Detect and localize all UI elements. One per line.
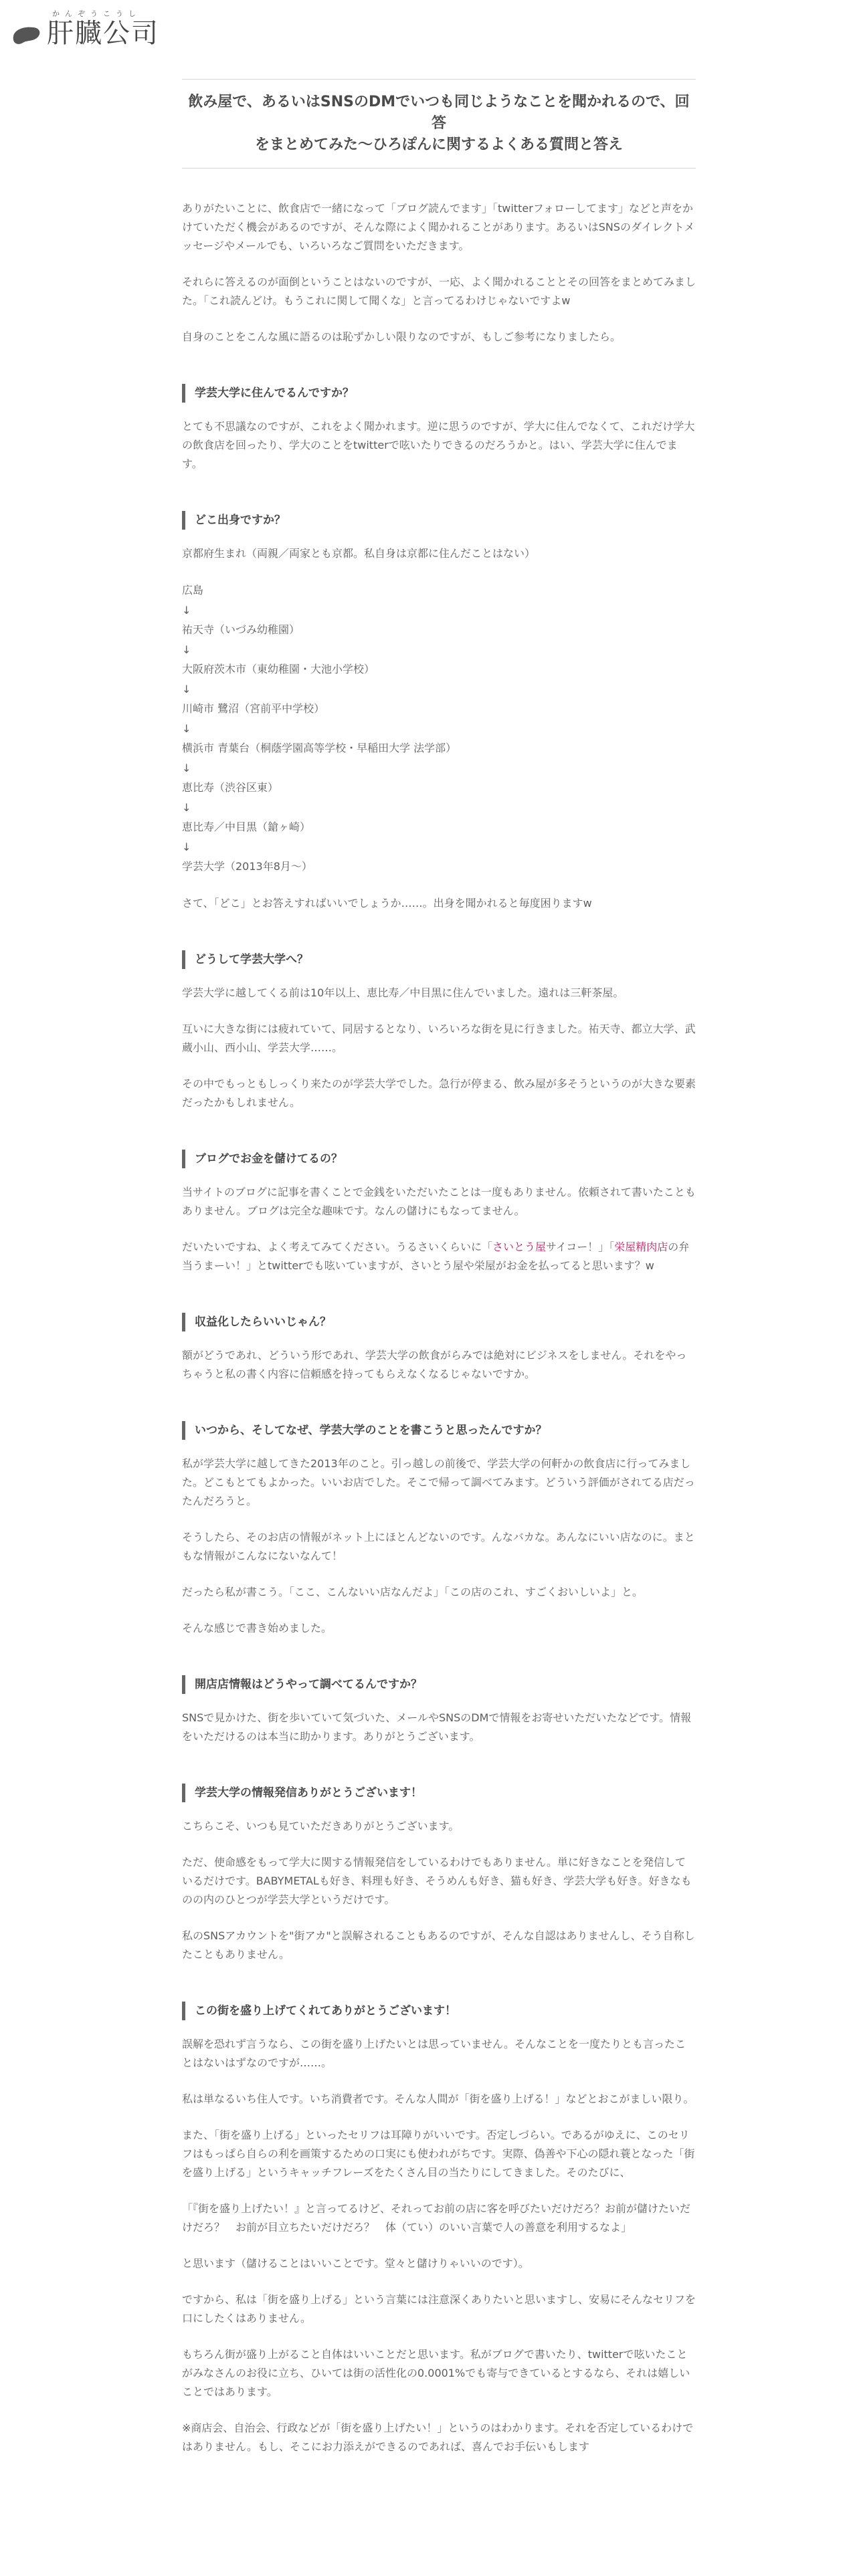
down-arrow-icon: ↓	[182, 722, 191, 735]
answer-paragraph: 額がどうであれ、どういう形であれ、学芸大学の飲食がらみでは絶対にビジネスをしません。それをやっちゃうと私の書く内容に信頼感を持ってもらえなくなるじゃないですか。	[182, 1348, 687, 1380]
answer-paragraph: もちろん街が盛り上がること自体はいいことだと思います。私がブログで書いたり、twitterで呟いたことがみなさんのお役に立ち、ひいては街の活性化の0.0001%でも寄与できているとするなら、それは嬉しいことではあります。	[182, 2347, 690, 2398]
question-heading: いつから、そしてなぜ、学芸大学のことを書こうと思ったんですか？	[182, 1421, 696, 1440]
liver-logo-icon	[12, 25, 41, 45]
route-stop: 恵比寿（渋谷区東）	[182, 781, 279, 794]
answer-paragraph: ですから、私は「街を盛り上げる」という言葉には注意深くありたいと思いますし、安易にそんなセリフを口にしたくはありません。	[182, 2292, 696, 2325]
answer-paragraph: その中でもっともしっくり来たのが学芸大学でした。急行が停まる、飲み屋が多そうというのが大きな要素だったかもしれません。	[182, 1077, 696, 1109]
answer-paragraph: また、「街を盛り上げる」といったセリフは耳障りがいいです。否定しづらい。であるがゆえに、このセリフはもっぱら自らの利を画策するための口実にも使われがちです。実際、偽善や下心の隠れ蓑となった「街を盛り上げる」というキャッチフレーズをたくさん目の当たりにしてきました。そのたびに、	[182, 2128, 695, 2179]
logo-text	[47, 9, 159, 49]
text-span: の弁当うまーい！」とtwitterでも呟いていますが、さいとう屋や栄屋がお金を払ってると思います？w	[182, 1240, 690, 1272]
intro-paragraph: それらに答えるのが面倒ということはないのですが、一応、よく聞かれることとその回答をまとめてみました。「これ読んどけ。もうこれに関して聞くな」と言ってるわけじゃないですよw	[182, 276, 696, 307]
intro-paragraph: 自身のことをこんな風に語るのは恥ずかしい限りなのですが、もしご参考になりましたら。	[182, 330, 622, 343]
route-stop: 恵比寿／中目黒（鎗ヶ崎）	[182, 821, 311, 833]
down-arrow-icon: ↓	[182, 840, 191, 853]
down-arrow-icon: ↓	[182, 643, 191, 656]
answer-paragraph: ただ、使命感をもって学大に関する情報発信をしているわけでもありません。単に好きなことを発信しているだけです。BABYMETALも好き、料理も好き、そうめんも好き、猫も好き、学芸大学も好き。好きなものの内のひとつが学芸大学というだけです。	[182, 1855, 692, 1906]
answer-paragraph: そんな感じで書き始めました。	[182, 1621, 332, 1634]
answer-paragraph: 私が学芸大学に越してきた2013年のこと。引っ越しの前後で、学芸大学の何軒かの飲食店に行ってみました。どこもとてもよかった。いいお店でした。そこで帰って調べてみます。どういう評価がされてる店だったんだろうと。	[182, 1457, 695, 1507]
answer-paragraph: ※商店会、自治会、行政などが「街を盛り上げたい！」というのはわかります。それを否定しているわけではありません。もし、そこにお力添えができるのであれば、喜んでお手伝いもします	[182, 2421, 694, 2453]
down-arrow-icon: ↓	[182, 800, 191, 814]
question-heading: 学芸大学に住んでるんですか？	[182, 384, 696, 403]
question-heading: ブログでお金を儲けてるの？	[182, 1150, 696, 1168]
question-heading: どこ出身ですか？	[182, 511, 696, 530]
answer-paragraph: だったら私が書こう。「ここ、こんないい店なんだよ」「この店のこれ、すごくおいしいよ」と。	[182, 1585, 643, 1598]
question-heading: この街を盛り上げてくれてありがとうございます！	[182, 2002, 696, 2020]
answer-paragraph: こちらこそ、いつも見ていただきありがとうございます。	[182, 1819, 460, 1832]
text-span: だいたいですね、よく考えてみてください。うるさいくらいに「	[182, 1240, 493, 1253]
down-arrow-icon: ↓	[182, 682, 191, 695]
answer-paragraph: SNSで見かけた、街を歩いていて気づいた、メールやSNSのDMで情報をお寄せいただいたなどです。情報をいただけるのは本当に助かります。ありがとうございます。	[182, 1711, 692, 1743]
logo-ruby: かんぞうこうし	[52, 9, 141, 18]
route-stop: 横浜市 青葉台（桐蔭学園高等学校・早稲田大学 法学部）	[182, 742, 457, 754]
route-stop: 学芸大学（2013年8月〜）	[182, 860, 312, 873]
site-logo[interactable]	[12, 9, 159, 49]
answer-paragraph: 私のSNSアカウントを"街アカ"と誤解されることもあるのですが、そんな自認はありませんし、そう自称したこともありません。	[182, 1929, 695, 1961]
site-name: 肝臓公司	[47, 18, 159, 49]
question-heading: 開店店情報はどうやって調べてるんですか？	[182, 1675, 696, 1694]
saitouya-link[interactable]: さいとう屋	[492, 1240, 547, 1253]
answer-paragraph: 互いに大きな街には疲れていて、同居するとなり、いろいろな街を見に行きました。祐天寺、都立大学、武蔵小山、西小山、学芸大学……。	[182, 1022, 696, 1054]
question-heading: 学芸大学の情報発信ありがとうございます！	[182, 1784, 696, 1802]
route-stop: 川崎市 鷺沼（宮前平中学校）	[182, 702, 325, 715]
intro-paragraph: ありがたいことに、飲食店で一緒になって「ブログ読んでます」「twitterフォローしてます」などと声をかけていただく機会があるのですが、そんな際によく聞かれることがあります。あるいはSNSのダイレクトメッセージやメールでも、いろいろなご質問をいただきます。	[182, 202, 695, 252]
text-span: サイコー！」「	[546, 1240, 615, 1253]
answer-paragraph: そうしたら、そのお店の情報がネット上にほとんどないのです。んなバカな。あんなにいい店なのに。まともな情報がこんなにないなんて！	[182, 1530, 695, 1562]
answer-paragraph: 学芸大学に越してくる前は10年以上、恵比寿／中目黒に住んでいました。遠れは三軒茶屋。	[182, 986, 624, 999]
answer-paragraph: 京都府生まれ（両親／両家とも京都。私自身は京都に住んだことはない）	[182, 547, 536, 560]
title-box	[182, 79, 696, 169]
answer-paragraph: と思います（儲けることはいいことです。堂々と儲けりゃいいのです）。	[182, 2256, 529, 2270]
article-title	[182, 92, 696, 156]
route-stop: 広島	[182, 584, 204, 597]
answer-paragraph: 誤解を恐れず言うなら、この街を盛り上げたいとは思っていません。そんなことを一度たりとも言ったことはないはずなのですが……。	[182, 2037, 686, 2069]
sakaeya-link[interactable]: 栄屋精肉店	[614, 1240, 668, 1253]
answer-paragraph: とても不思議なのですが、これをよく聞かれます。逆に思うのですが、学大に住んでなくて、これだけ学大の飲食店を回ったり、学大のことをtwitterで呟いたりできるのだろうかと。はい、学芸大学に住んでます。	[182, 420, 695, 470]
answer-paragraph: 私は単なるいち住人です。いち消費者です。そんな人間が「街を盛り上げる！」などとおこがましい限り。	[182, 2092, 694, 2105]
article-title-line2: をまとめてみた〜ひろぽんに関するよくある質問と答え	[254, 136, 623, 153]
question-heading: 収益化したらいいじゃん？	[182, 1313, 696, 1331]
residence-route	[182, 580, 696, 877]
answer-paragraph: さて、「どこ」とお答えすればいいでしょうか……。出身を聞かれると毎度困りますw	[182, 896, 592, 909]
article	[182, 79, 696, 2474]
route-stop: 大阪府茨木市（東幼稚園・大池小学校）	[182, 663, 375, 675]
question-heading: どうして学芸大学へ？	[182, 950, 696, 969]
route-stop: 祐天寺（いづみ幼稚園）	[182, 623, 300, 636]
answer-paragraph: 「『街を盛り上げたい！』と言ってるけど、それってお前の店に客を呼びたいだけだろ？お前が儲けたいだけだろ？ お前が目立ちたいだけだろ？ 体（てい）のいい言葉で人の善意を利用するなよ」	[182, 2202, 691, 2234]
article-title-line1: 飲み屋で、あるいはSNSのDMでいつも同じようなことを聞かれるので、回答	[188, 94, 690, 132]
down-arrow-icon: ↓	[182, 603, 191, 617]
answer-paragraph	[182, 1238, 696, 1275]
down-arrow-icon: ↓	[182, 761, 191, 774]
answer-paragraph: 当サイトのブログに記事を書くことで金銭をいただいたことは一度もありません。依頼されて書いたこともありません。ブログは完全な趣味です。なんの儲けにもなってません。	[182, 1185, 696, 1217]
